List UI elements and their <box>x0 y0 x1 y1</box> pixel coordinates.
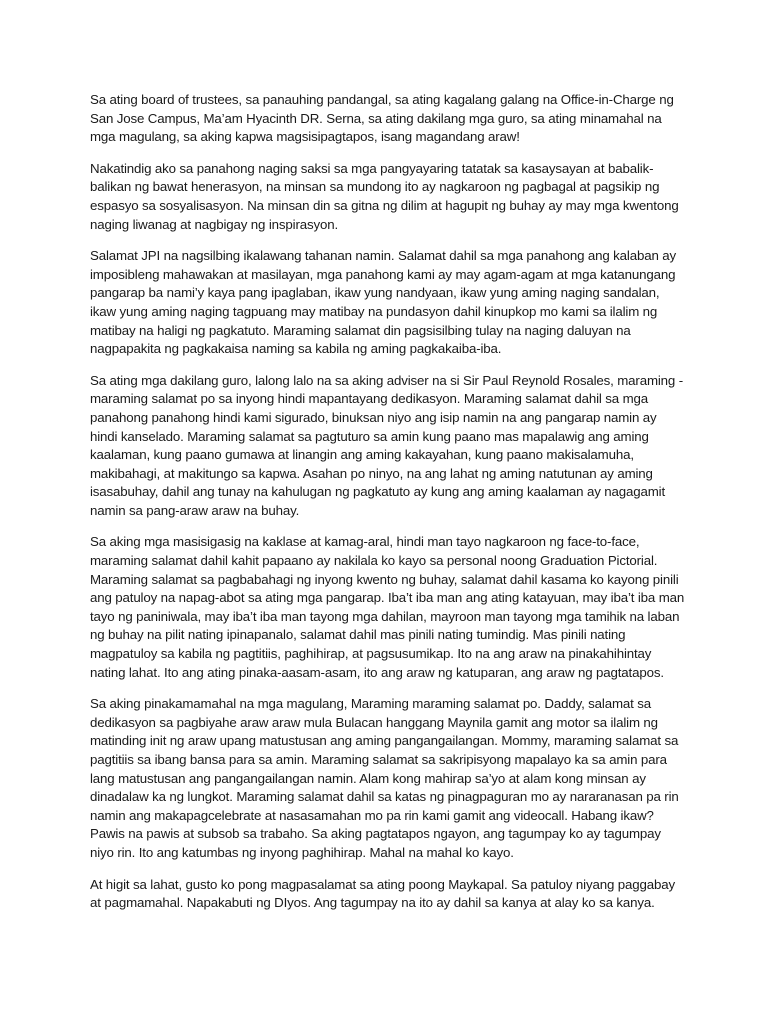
paragraph-parents-thanks: Sa aking pinakamamahal na mga magulang, Maraming maraming salamat po. Daddy, salamat sa dedikasyon sa pagbiyahe araw araw mula Bulacan hanggang Maynila gamit ang motor sa ilalim ng matinding init ng araw upang matustusan ang aming pangangailangan. Mommy, maraming salamat sa pagtitiis sa ibang bansa para sa amin. Maraming salamat sa sakripisyong mapalayo ka sa amin para lang matustusan ang pangangailangan namin. Alam kong mahirap sa’yo at alam kong minsan ay dinadalaw ka ng lungkot. Maraming salamat dahil sa katas ng pinagpaguran mo ay nararanasan pa rin namin ang makapagcelebrate at nasasamahan mo pa rin kami gamit ang videocall. Habang ikaw? Pawis na pawis at subsob sa trabaho. Sa aking pagtatapos ngayon, ang tagumpay ko ay tagumpay niyo rin. Ito ang katumbas ng inyong paghihirap. Mahal na mahal ko kayo. <box>90 696 679 860</box>
paragraph-school-thanks: Salamat JPI na nagsilbing ikalawang tahanan namin. Salamat dahil sa mga panahong ang kalaban ay imposibleng mahawakan at masilayan, mga panahong kami ay may agam-agam at mga katanungang pangarap ba nami’y kaya pang ipaglaban, ikaw yung nandyaan, ikaw yung aming naging sandalan, ikaw yung aming naging tagpuang may matibay na pundasyon dahil kinupkop mo kami sa ilalim ng matibay na haligi ng pagkatuto. Maraming salamat din pagsisilbing tulay na naging daluyan na nagpapakita ng pagkakaisa naming sa kabila ng aming pagkakaiba-iba. <box>90 248 676 357</box>
paragraph-classmates-thanks: Sa aking mga masisigasig na kaklase at kamag-aral, hindi man tayo nagkaroon ng face-to-face, maraming salamat dahil kahit papaano ay nakilala ko kayo sa personal noong Graduation Pictorial. Maraming salamat sa pagbabahagi ng inyong kwento ng buhay, salamat dahil kasama ko kayong pinili ang patuloy na napag-abot sa ating mga pangarap. Iba’t iba man ang ating katayuan, may iba’t iba man tayo ng paniniwala, may iba’t iba man tayong mga dahilan, mayroon man tayong mga tamihik na laban ng buhay na pilit nating ipinapanalo, salamat dahil mas pinili nating tumindig. Mas pinili nating magpatuloy sa kabila ng pagtitiis, paghihirap, at pagsusumikap. Ito na ang araw na pinakahihintay nating lahat. Ito ang ating pinaka-aasam-asam, ito ang araw ng katuparan, ang araw ng pagtatapos. <box>90 534 685 680</box>
document-body <box>90 91 686 926</box>
paragraph-teachers-thanks: Sa ating mga dakilang guro, lalong lalo na sa aking adviser na si Sir Paul Reynold Rosales, maraming - maraming salamat po sa inyong hindi mapantayang dedikasyon. Maraming salamat dahil sa mga panahong panahong hindi kami sigurado, binuksan niyo ang isip namin na ang pangarap namin ay hindi kanselado. Maraming salamat sa pagtuturo sa amin kung paano mas mapalawig ang aming kaalaman, kung paano gumawa at linangin ang aming kakayahan, kung paano makisalamuha, makibahagi, at makitungo sa kapwa. Asahan po ninyo, na ang lahat ng aming natutunan ay aming isasabuhay, dahil ang tunay na kahulugan ng pagkatuto ay kung ang aming kaalaman ay nagagamit namin sa pang-araw araw na buhay. <box>90 372 683 518</box>
paragraph-closing: At higit sa lahat, gusto ko pong magpasalamat sa ating poong Maykapal. Sa patuloy niyang paggabay at pagmamahal. Napakabuti ng DIyos. Ang tagumpay na ito ay dahil sa kanya at alay ko sa kanya. <box>90 876 675 911</box>
paragraph-introduction: Nakatindig ako sa panahong naging saksi sa mga pangyayaring tatatak sa kasaysayan at babalik-balikan ng bawat henerasyon, na minsan sa mundong ito ay nagkaroon ng pagbagal at pagsikip ng espasyo sa sosyalisasyon. Na minsan din sa gitna ng dilim at hagupit ng buhay ay may mga kwentong naging liwanag at nagbigay ng inspirasyon. <box>90 160 679 232</box>
paragraph-greeting: Sa ating board of trustees, sa panauhing pandangal, sa ating kagalang galang na Office-in-Charge ng San Jose Campus, Ma’am Hyacinth DR. Serna, sa ating dakilang mga guro, sa ating minamahal na mga magulang, sa aking kapwa magsisipagtapos, isang magandang araw! <box>90 92 674 145</box>
